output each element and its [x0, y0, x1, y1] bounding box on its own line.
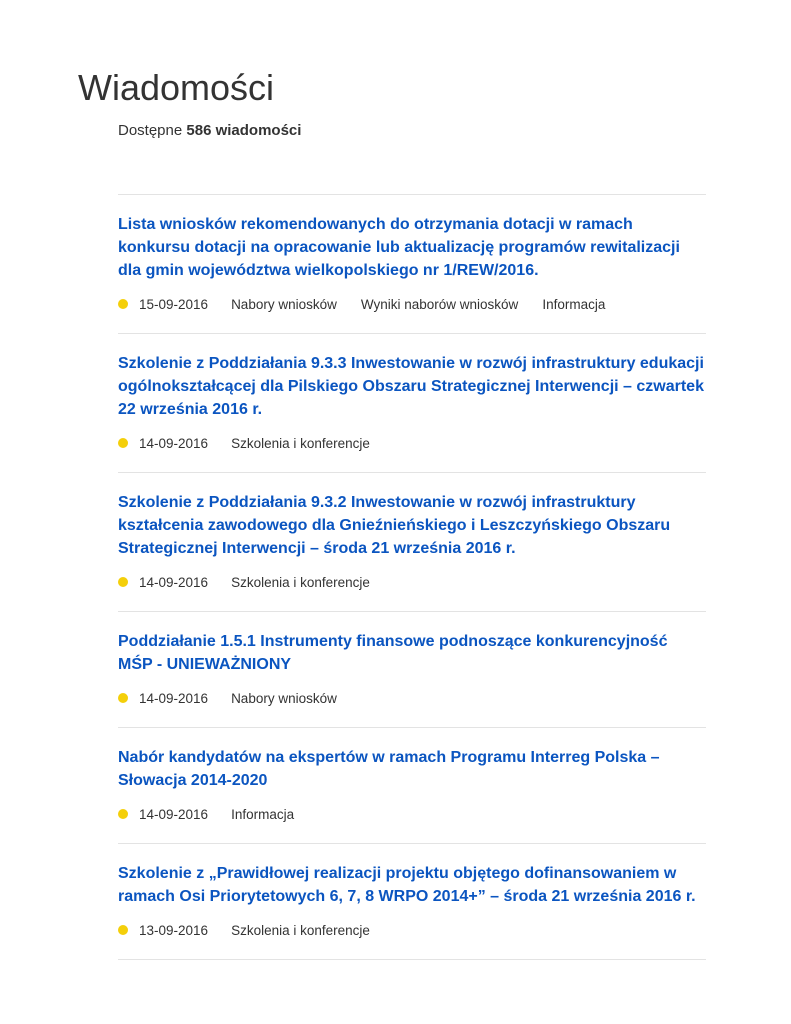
- news-title-link[interactable]: Nabór kandydatów na ekspertów w ramach Programu Interreg Polska – Słowacja 2014-2020: [118, 749, 660, 789]
- news-title-link[interactable]: Szkolenie z „Prawidłowej realizacji projektu objętego dofinansowaniem w ramach Osi Priorytetowych 6, 7, 8 WRPO 2014+” – środa 21 września 2016 r.: [118, 865, 696, 905]
- news-title-link[interactable]: Poddziałanie 1.5.1 Instrumenty finansowe podnoszące konkurencyjność MŚP - UNIEWAŻNIONY: [118, 633, 668, 673]
- news-meta: [118, 294, 706, 314]
- news-title-link[interactable]: Szkolenie z Poddziałania 9.3.2 Inwestowanie w rozwój infrastruktury kształcenia zawodowego dla Gnieźnieńskiego i Leszczyńskiego Obszaru Strategicznej Interwencji – środa 21 września 2016 r.: [118, 494, 671, 557]
- news-category-tag[interactable]: Nabory wniosków: [231, 690, 337, 706]
- news-category-tag[interactable]: Szkolenia i konferencje: [231, 435, 370, 451]
- news-date: 14-09-2016: [139, 435, 209, 451]
- news-date: 15-09-2016: [139, 296, 209, 312]
- news-date: 13-09-2016: [139, 922, 209, 938]
- bullet-dot-icon: [118, 438, 128, 448]
- news-date: 14-09-2016: [139, 690, 209, 706]
- bullet-dot-icon: [118, 693, 128, 703]
- news-item: [118, 612, 706, 728]
- news-category-tag[interactable]: Wyniki naborów wniosków: [360, 296, 519, 312]
- news-category-tag[interactable]: Informacja: [542, 296, 606, 312]
- news-category-tag[interactable]: Informacja: [231, 806, 295, 822]
- news-item: [118, 195, 706, 334]
- news-category-tag[interactable]: Szkolenia i konferencje: [231, 922, 370, 938]
- news-category-tag[interactable]: Nabory wniosków: [231, 296, 337, 312]
- news-item: [118, 334, 706, 473]
- news-list: [118, 194, 706, 960]
- news-count-prefix: Dostępne: [118, 122, 183, 139]
- news-meta: [118, 433, 706, 453]
- news-title-link[interactable]: Lista wniosków rekomendowanych do otrzymania dotacji w ramach konkursu dotacji na opracowanie lub aktualizację programów rewitalizacji dla gmin województwa wielkopolskiego nr 1/REW/2016.: [118, 216, 680, 279]
- news-count: [118, 121, 301, 141]
- bullet-dot-icon: [118, 925, 128, 935]
- news-count-value: 586 wiadomości: [186, 122, 302, 139]
- bullet-dot-icon: [118, 299, 128, 309]
- news-meta: [118, 920, 706, 940]
- news-item: [118, 473, 706, 612]
- news-title-link[interactable]: Szkolenie z Poddziałania 9.3.3 Inwestowanie w rozwój infrastruktury edukacji ogólnokształcącej dla Pilskiego Obszaru Strategicznej Interwencji – czwartek 22 września 2016 r.: [118, 355, 704, 418]
- news-item: [118, 728, 706, 844]
- news-date: 14-09-2016: [139, 806, 209, 822]
- page-title: Wiadomości: [78, 67, 275, 108]
- news-meta: [118, 572, 706, 592]
- news-date: 14-09-2016: [139, 574, 209, 590]
- bullet-dot-icon: [118, 809, 128, 819]
- news-meta: [118, 688, 706, 708]
- news-category-tag[interactable]: Szkolenia i konferencje: [231, 574, 370, 590]
- news-meta: [118, 804, 706, 824]
- bullet-dot-icon: [118, 577, 128, 587]
- news-item: [118, 844, 706, 960]
